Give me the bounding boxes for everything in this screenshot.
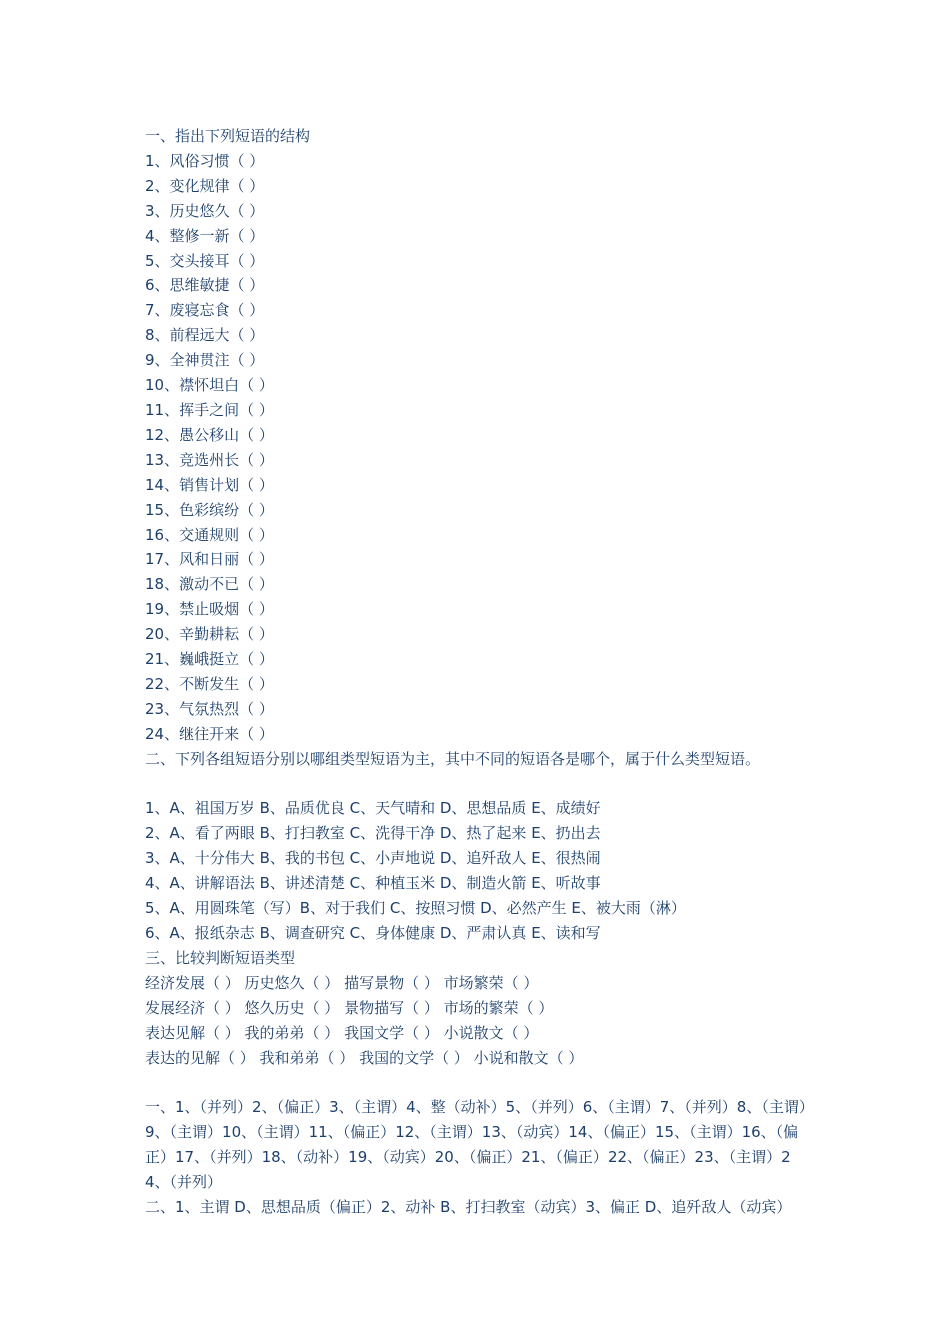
answer-section1: 一、1、（并列）2、（偏正）3、（主谓）4、整（动补）5、（并列）6、（主谓）7、（并列）8、（主谓）9、（主谓）10、（主谓）11、（偏正）12、（主谓）13、（动宾）14、（偏正）15、（主谓）16、（偏正）17、（并列）18、（动补）19、（动宾）20、（偏正）21、（偏正）22、（偏正）23、（主谓）24、（并列） — [145, 1098, 814, 1192]
section3-heading: 三、比较判断短语类型 — [145, 948, 296, 967]
section1-heading: 一、指出下列短语的结构 — [145, 127, 311, 145]
list-item: 19、禁止吸烟（ ） — [145, 600, 274, 619]
section3-list — [145, 971, 815, 1071]
list-item: 22、不断发生（ ） — [145, 674, 274, 693]
list-item: 10、襟怀坦白（ ） — [145, 376, 274, 395]
list-item: 1、A、祖国万岁 B、品质优良 C、天气晴和 D、思想品质 E、成绩好 — [145, 799, 601, 818]
blank-line — [145, 772, 815, 797]
list-item: 6、A、报纸杂志 B、调查研究 C、身体健康 D、严肃认真 E、读和写 — [145, 923, 601, 942]
list-item: 17、风和日丽（ ） — [145, 550, 274, 569]
list-item: 1、风俗习惯（ ） — [145, 151, 265, 170]
list-item: 13、竞选州长（ ） — [145, 450, 274, 469]
list-item: 21、巍峨挺立（ ） — [145, 650, 274, 669]
list-item: 3、历史悠久（ ） — [145, 201, 265, 220]
list-item: 9、全神贯注（ ） — [145, 351, 265, 370]
list-item: 4、A、讲解语法 B、讲述清楚 C、种植玉米 D、制造火箭 E、听故事 — [145, 874, 601, 893]
list-item: 3、A、十分伟大 B、我的书包 C、小声地说 D、追歼敌人 E、很热闹 — [145, 849, 601, 868]
list-item: 5、A、用圆珠笔（写）B、对于我们 C、按照习惯 D、必然产生 E、被大雨（淋） — [145, 899, 686, 918]
blank-line — [145, 1070, 815, 1095]
list-item: 14、销售计划（ ） — [145, 475, 274, 494]
list-item: 11、挥手之间（ ） — [145, 400, 274, 419]
list-item: 5、交头接耳（ ） — [145, 251, 265, 270]
list-item: 2、变化规律（ ） — [145, 176, 265, 195]
list-item: 4、整修一新（ ） — [145, 226, 265, 245]
list-item: 24、继往开来（ ） — [145, 724, 274, 743]
list-item: 7、废寝忘食（ ） — [145, 301, 265, 320]
list-item: 23、气氛热烈（ ） — [145, 699, 274, 718]
list-item: 8、前程远大（ ） — [145, 326, 265, 345]
list-item: 12、愚公移山（ ） — [145, 425, 274, 444]
document-page — [145, 124, 815, 1220]
section2-heading: 二、下列各组短语分别以哪组类型短语为主，其中不同的短语各是哪个，属于什么类型短语。 — [145, 749, 761, 768]
list-item: 2、A、看了两眼 B、打扫教室 C、洗得干净 D、热了起来 E、扔出去 — [145, 824, 601, 843]
answer-section2: 二、1、主谓 D、思想品质（偏正）2、动补 B、打扫教室（动宾）3、偏正 D、追歼敌人（动宾） — [145, 1197, 792, 1216]
list-item: 发展经济（ ） 悠久历史（ ） 景物描写（ ） 市场的繁荣（ ） — [145, 998, 554, 1017]
list-item: 18、激动不已（ ） — [145, 575, 274, 594]
list-item: 16、交通规则（ ） — [145, 525, 274, 544]
section1-list — [145, 149, 815, 747]
list-item: 表达见解（ ） 我的弟弟（ ） 我国文学（ ） 小说散文（ ） — [145, 1023, 539, 1042]
list-item: 15、色彩缤纷（ ） — [145, 500, 274, 519]
list-item: 20、辛勤耕耘（ ） — [145, 625, 274, 644]
list-item: 经济发展（ ） 历史悠久（ ） 描写景物（ ） 市场繁荣（ ） — [145, 973, 539, 992]
list-item: 6、思维敏捷（ ） — [145, 276, 265, 295]
list-item: 表达的见解（ ） 我和弟弟（ ） 我国的文学（ ） 小说和散文（ ） — [145, 1048, 584, 1067]
section2-list — [145, 796, 815, 945]
